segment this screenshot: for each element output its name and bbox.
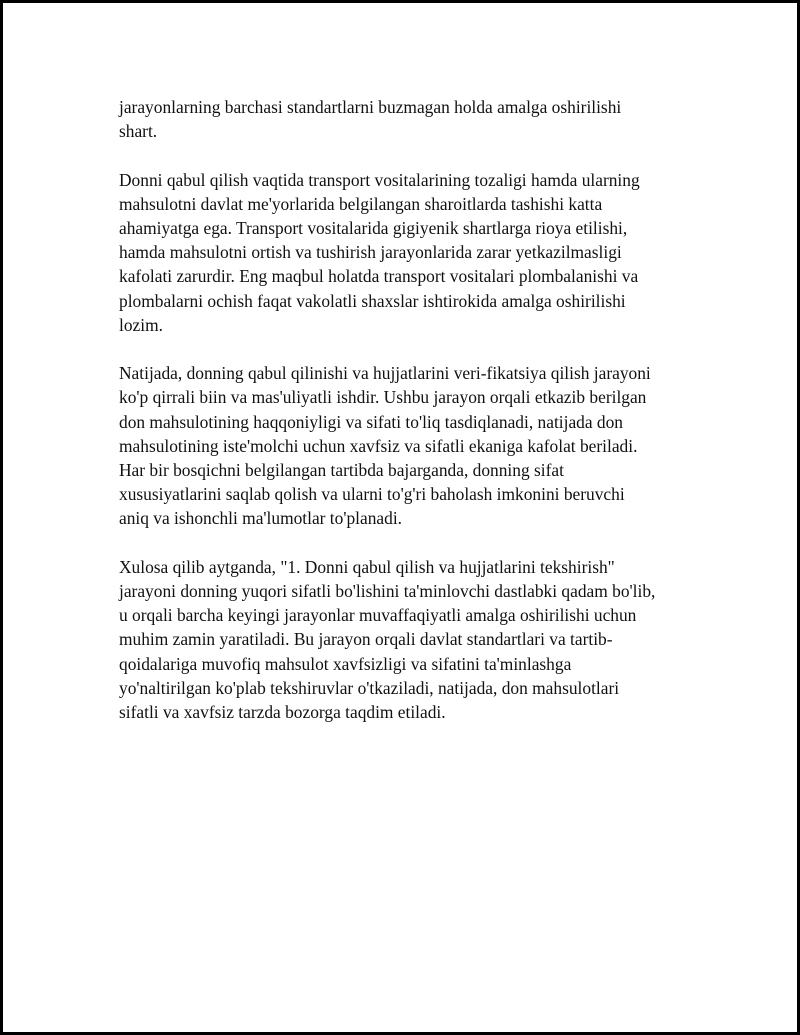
text-line: jarayoni donning yuqori sifatli bo'lishini ta'minlovchi dastlabki qadam bo'lib, <box>119 581 656 602</box>
text-line: yo'naltirilgan ko'plab tekshiruvlar o'tkaziladi, natijada, don mahsulotlari <box>119 677 620 698</box>
text-line: mahsulotni davlat me'yorlarida belgilangan sharoitlarda tashishi katta <box>119 193 603 214</box>
text-line: muhim zamin yaratiladi. Bu jarayon orqali davlat standartlari va tartib- <box>119 629 613 650</box>
text-line: shart. <box>119 121 158 142</box>
text-line: sifatli va xavfsiz tarzda bozorga taqdim etiladi. <box>119 702 446 723</box>
text-line: lozim. <box>119 314 163 335</box>
text-line: xususiyatlarini saqlab qolish va ularni to'g'ri baholash imkonini beruvchi <box>119 484 625 505</box>
text-line: qoidalariga muvofiq mahsulot xavfsizligi va sifatini ta'minlashga <box>119 653 572 674</box>
text-line: Donni qabul qilish vaqtida transport vositalarining tozaligi hamda ularning <box>119 169 640 190</box>
text-line: aniq va ishonchli ma'lumotlar to'planadi. <box>119 508 403 529</box>
text-line: ahamiyatga ega. Transport vositalarida gigiyenik shartlarga rioya etilishi, <box>119 218 628 238</box>
text-line: jarayonlarning barchasi standartlarni buzmagan holda amalga oshirilishi <box>119 97 622 117</box>
text-line: hamda mahsulotni ortish va tushirish jarayonlarida zarar yetkazilmasligi <box>119 242 622 263</box>
paragraph-2 <box>119 168 699 337</box>
text-line: Har bir bosqichni belgilangan tartibda bajarganda, donning sifat <box>119 460 564 481</box>
document-body <box>119 95 699 748</box>
text-line: Xulosa qilib aytganda, "1. Donni qabul qilish va hujjatlarini tekshirish" <box>119 556 615 577</box>
text-line: mahsulotining iste'molchi uchun xavfsiz va sifatli ekaniga kafolat beriladi. <box>119 435 638 456</box>
text-line: ko'p qirrali biin va mas'uliyatli ishdir. Ushbu jarayon orqali etkazib berilgan <box>119 387 647 408</box>
text-line: kafolati zarurdir. Eng maqbul holatda transport vositalari plombalanishi va <box>119 266 639 287</box>
text-line: u orqali barcha keyingi jarayonlar muvaffaqiyatli amalga oshirilishi uchun <box>119 605 637 626</box>
text-line: Natijada, donning qabul qilinishi va hujjatlarini veri-fikatsiya qilish jarayoni <box>119 363 651 384</box>
text-line: plombalarni ochish faqat vakolatli shaxslar ishtirokida amalga oshirilishi <box>119 290 626 311</box>
paragraph-1 <box>119 95 699 143</box>
paragraph-4 <box>119 555 699 724</box>
paragraph-3 <box>119 361 699 530</box>
text-line: don mahsulotining haqqoniyligi va sifati to'liq tasdiqlanadi, natijada don <box>119 411 624 432</box>
